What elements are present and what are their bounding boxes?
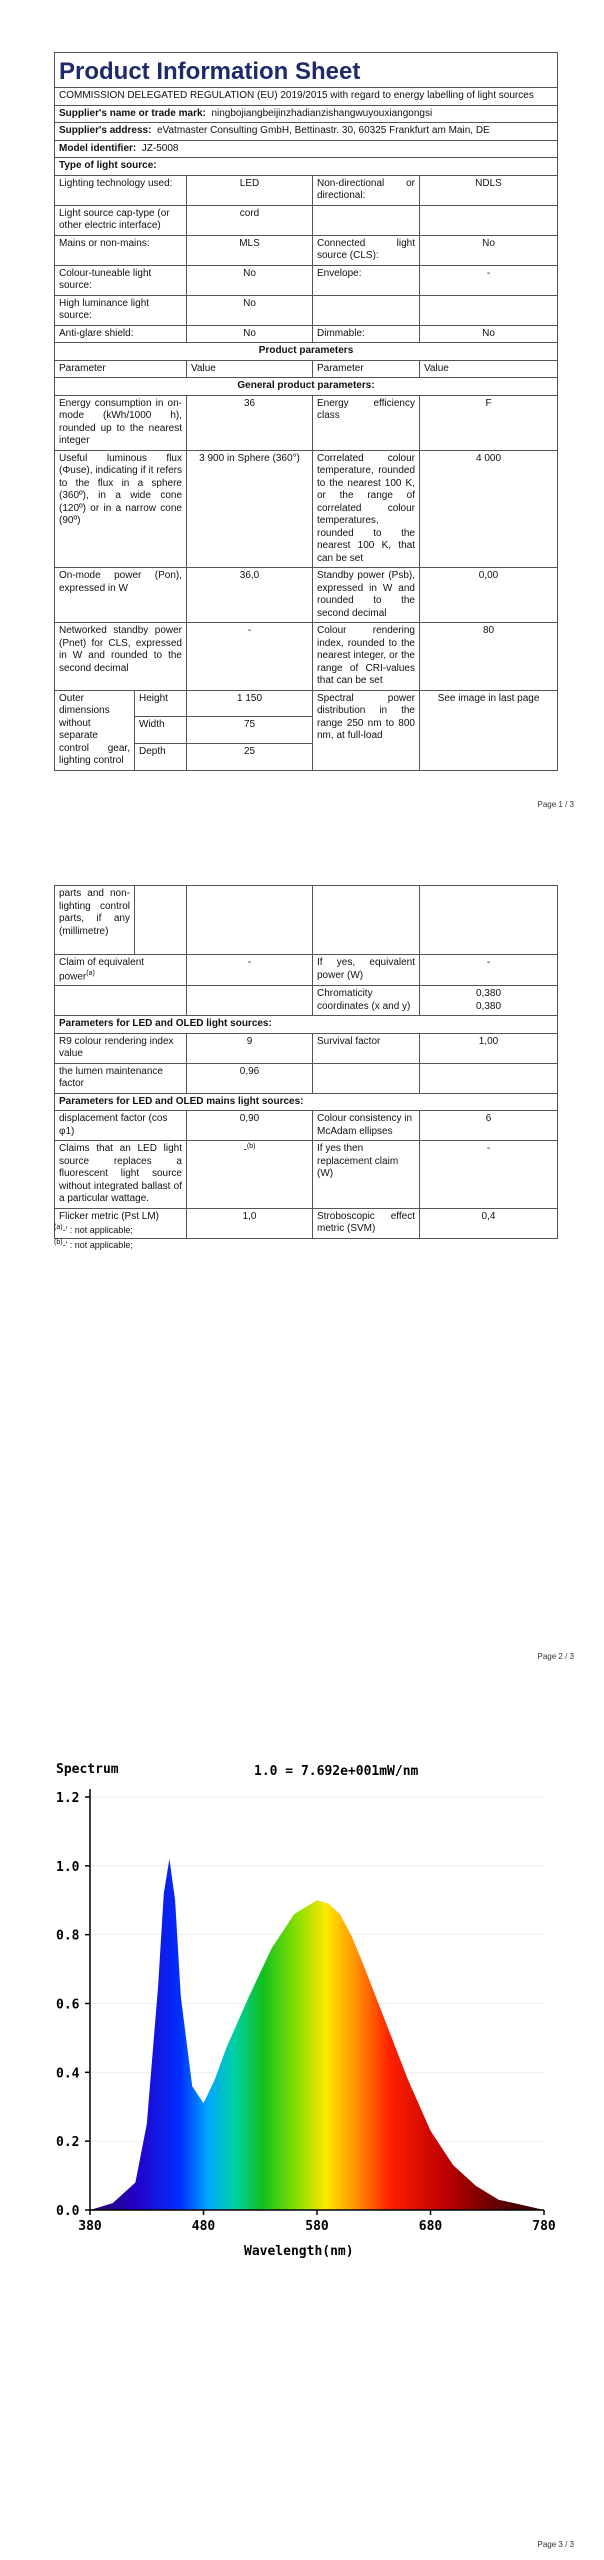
mains-heading-row <box>55 1093 558 1111</box>
chart-annotation: 1.0 = 7.692e+001mW/nm <box>254 1764 419 1779</box>
envelope-label: Envelope: <box>313 265 420 295</box>
replace-footnote-mark: (b) <box>246 1143 256 1151</box>
glare-row <box>55 325 558 343</box>
svm-label: Stroboscopic effect metric (SVM) <box>313 1208 420 1238</box>
macadam-value: 6 <box>420 1111 558 1141</box>
supplier-address-value: eVatmaster Consulting GmbH, Bettinastr. 30, 60325 Frankfurt am Main, DE <box>156 125 490 136</box>
cls-label: Connected light source (CLS): <box>313 235 420 265</box>
energy-row <box>55 395 558 450</box>
regulation-row <box>55 88 558 106</box>
onpower-label: On-mode power (Pon), expressed in W <box>55 568 187 623</box>
dimensions-label: Outer dimensions without separate control gear, lighting control <box>55 690 135 770</box>
led-heading: Parameters for LED and OLED light sources: <box>55 1016 558 1034</box>
regulation-text: COMMISSION DELEGATED REGULATION (EU) 2019/2015 with regard to energy labelling of light sources <box>55 88 558 106</box>
col-parameter-2: Parameter <box>313 360 420 378</box>
dimensions-cont-row <box>55 886 558 955</box>
general-heading-row <box>55 378 558 396</box>
page-number-2: Page 2 / 3 <box>537 1652 574 1661</box>
footnote-a <box>54 1222 133 1237</box>
x-tick-label: 780 <box>532 2219 556 2234</box>
dimensions-height-row <box>55 690 558 717</box>
depth-label: Depth <box>135 743 187 770</box>
directional-label: Non-directional or directional: <box>313 175 420 205</box>
high-luminance-row <box>55 295 558 325</box>
tuneable-value: No <box>187 265 313 295</box>
page-number-1: Page 1 / 3 <box>537 800 574 809</box>
footnote-a-text: -' : not applicable; <box>62 1225 133 1235</box>
page-title: Product Information Sheet <box>55 53 558 88</box>
equiv-yes-value: - <box>420 955 558 986</box>
mains-heading: Parameters for LED and OLED mains light sources: <box>55 1093 558 1111</box>
replace-label: Claims that an LED light source replaces a fluorescent light source without integrated ballast of a particular wattage. <box>55 1141 187 1209</box>
col-value-2: Value <box>420 360 558 378</box>
directional-value: NDLS <box>420 175 558 205</box>
r9-value: 9 <box>187 1033 313 1063</box>
cap-value: cord <box>187 205 313 235</box>
eclass-label: Energy efficiency class <box>313 395 420 450</box>
title-row <box>55 53 558 88</box>
spd-value: See image in last page <box>420 690 558 770</box>
cct-value: 4 000 <box>420 450 558 568</box>
eclass-value: F <box>420 395 558 450</box>
envelope-value: - <box>420 265 558 295</box>
flicker-label: Flicker metric (Pst LM) <box>55 1208 187 1238</box>
supplier-name-value: ningbojiangbeijinzhadianzishangwuyouxiangongsi <box>211 107 433 119</box>
macadam-label: Colour consistency in McAdam ellipses <box>313 1111 420 1141</box>
height-value: 1 150 <box>187 690 313 717</box>
footnote-b <box>54 1237 133 1252</box>
r9-label: R9 colour rendering index value <box>55 1033 187 1063</box>
replace-yes-value: - <box>420 1141 558 1209</box>
mains-label: Mains or non-mains: <box>55 235 187 265</box>
x-tick-label: 480 <box>191 2219 216 2234</box>
network-row <box>55 623 558 691</box>
height-label: Height <box>135 690 187 717</box>
column-header-row <box>55 360 558 378</box>
chroma-row <box>55 986 558 1016</box>
power-row <box>55 568 558 623</box>
cri-label: Colour rendering index, rounded to the nearest integer, or the range of CRI-values that can be set <box>313 623 420 691</box>
disp-label: displacement factor (cos φ1) <box>55 1111 187 1141</box>
page-1 <box>0 0 604 830</box>
replace-value: - <box>243 1144 247 1156</box>
survival-value: 1,00 <box>420 1033 558 1063</box>
footnotes <box>54 1222 133 1253</box>
svm-value: 0,4 <box>420 1208 558 1238</box>
footnote-b-text: -' : not applicable; <box>62 1240 133 1251</box>
r9-row <box>55 1033 558 1063</box>
flicker-value: 1,0 <box>187 1208 313 1238</box>
y-tick-label: 1.0 <box>56 1859 80 1875</box>
y-tick-label: 1.2 <box>56 1791 80 1806</box>
cap-label: Light source cap-type (or other electric interface) <box>55 205 187 235</box>
x-tick-label: 580 <box>305 2219 329 2234</box>
tech-row <box>55 175 558 205</box>
mains-row <box>55 235 558 265</box>
dimmable-value: No <box>420 325 558 343</box>
product-params-heading-row <box>55 343 558 361</box>
width-label: Width <box>135 717 187 744</box>
cri-value: 80 <box>420 623 558 691</box>
displacement-row <box>55 1111 558 1141</box>
chroma-y: 0,380 <box>475 1000 502 1012</box>
chroma-x: 0,380 <box>475 988 502 1000</box>
tech-label: Lighting technology used: <box>55 175 187 205</box>
y-tick-label: 0.2 <box>56 2135 80 2151</box>
equiv-label: Claim of equivalent power <box>59 957 145 982</box>
lumen-value: 0,96 <box>187 1063 313 1093</box>
tuneable-row <box>55 265 558 295</box>
type-heading: Type of light source: <box>55 158 558 176</box>
y-tick-label: 0.4 <box>56 2066 80 2082</box>
footnote-a-mark: (a) <box>54 1224 63 1231</box>
onpower-value: 36,0 <box>187 568 313 623</box>
mains-value: MLS <box>187 235 313 265</box>
glare-value: No <box>187 325 313 343</box>
page-number-3: Page 3 / 3 <box>537 2540 574 2549</box>
energy-value: 36 <box>187 395 313 450</box>
spd-label: Spectral power distribution in the range 250 nm to 800 nm, at full-load <box>313 690 420 770</box>
y-tick-label: 0.8 <box>56 1928 80 1944</box>
supplier-address-label: Supplier's address: <box>59 125 152 136</box>
depth-value: 25 <box>187 743 313 770</box>
survival-label: Survival factor <box>313 1033 420 1063</box>
info-table-page-2 <box>54 885 558 1239</box>
netstandby-label: Networked standby power (Pnet) for CLS, expressed in W and rounded to the second decimal <box>55 623 187 691</box>
model-label: Model identifier: <box>59 142 137 154</box>
type-heading-row <box>55 158 558 176</box>
x-tick-label: 680 <box>418 2219 443 2234</box>
equiv-yes-label: If yes, equivalent power (W) <box>313 955 420 986</box>
energy-label: Energy consumption in on-mode (kWh/1000 h), rounded up to the nearest integer <box>55 395 187 450</box>
general-heading: General product parameters: <box>55 378 558 396</box>
equiv-value: - <box>187 955 313 986</box>
lumen-row <box>55 1063 558 1093</box>
dimmable-label: Dimmable: <box>313 325 420 343</box>
page-3 <box>0 1670 604 2560</box>
cap-row <box>55 205 558 235</box>
disp-value: 0,90 <box>187 1111 313 1141</box>
model-row <box>55 140 558 158</box>
standby-label: Standby power (Psb), expressed in W and rounded to the second decimal <box>313 568 420 623</box>
flux-label: Useful luminous flux (Φuse), indicating if it refers to the flux in a sphere (360º), in a wide cone (120º) or in a narrow cone (90º) <box>55 450 187 568</box>
hl-value: No <box>187 295 313 325</box>
spectrum-chart <box>54 1755 557 2260</box>
replace-yes-label: If yes then replacement claim (W) <box>313 1141 420 1209</box>
x-tick-label: 380 <box>78 2219 102 2234</box>
width-value: 75 <box>187 717 313 744</box>
model-value: JZ-5008 <box>141 142 179 154</box>
netstandby-value: - <box>187 623 313 691</box>
cct-label: Correlated colour temperature, rounded to the nearest 100 K, or the range of correlated colour temperatures, rounded to the nearest 100 K, that can be set <box>313 450 420 568</box>
lumen-label: the lumen maintenance factor <box>55 1063 187 1093</box>
col-parameter-1: Parameter <box>55 360 187 378</box>
footnote-b-mark: (b) <box>54 1239 63 1247</box>
standby-value: 0,00 <box>420 568 558 623</box>
info-table-page-1 <box>54 52 558 771</box>
col-value-1: Value <box>187 360 313 378</box>
supplier-name-label: Supplier's name or trade mark: <box>59 107 206 119</box>
y-tick-label: 0.6 <box>56 1997 80 2013</box>
equiv-row <box>55 955 558 986</box>
flux-value: 3 900 in Sphere (360°) <box>187 450 313 568</box>
dimensions-label-cont: parts and non-lighting control parts, if any (millimetre) <box>55 886 135 955</box>
chroma-label: Chromaticity coordinates (x and y) <box>313 986 420 1016</box>
supplier-name-row <box>55 105 558 123</box>
led-heading-row <box>55 1016 558 1034</box>
flux-row <box>55 450 558 568</box>
product-params-heading: Product parameters <box>55 343 558 361</box>
x-axis-label: Wavelength(nm) <box>244 2244 354 2259</box>
supplier-address-row <box>55 123 558 141</box>
tuneable-label: Colour-tuneable light source: <box>55 265 187 295</box>
y-tick-label: 0.0 <box>56 2204 80 2219</box>
replace-row <box>55 1141 558 1209</box>
chart-title: Spectrum <box>56 1762 119 1777</box>
glare-label: Anti-glare shield: <box>55 325 187 343</box>
page-2 <box>0 830 604 1670</box>
cls-value: No <box>420 235 558 265</box>
hl-label: High luminance light source: <box>55 295 187 325</box>
tech-value: LED <box>187 175 313 205</box>
equiv-footnote-mark: (a) <box>86 969 95 977</box>
